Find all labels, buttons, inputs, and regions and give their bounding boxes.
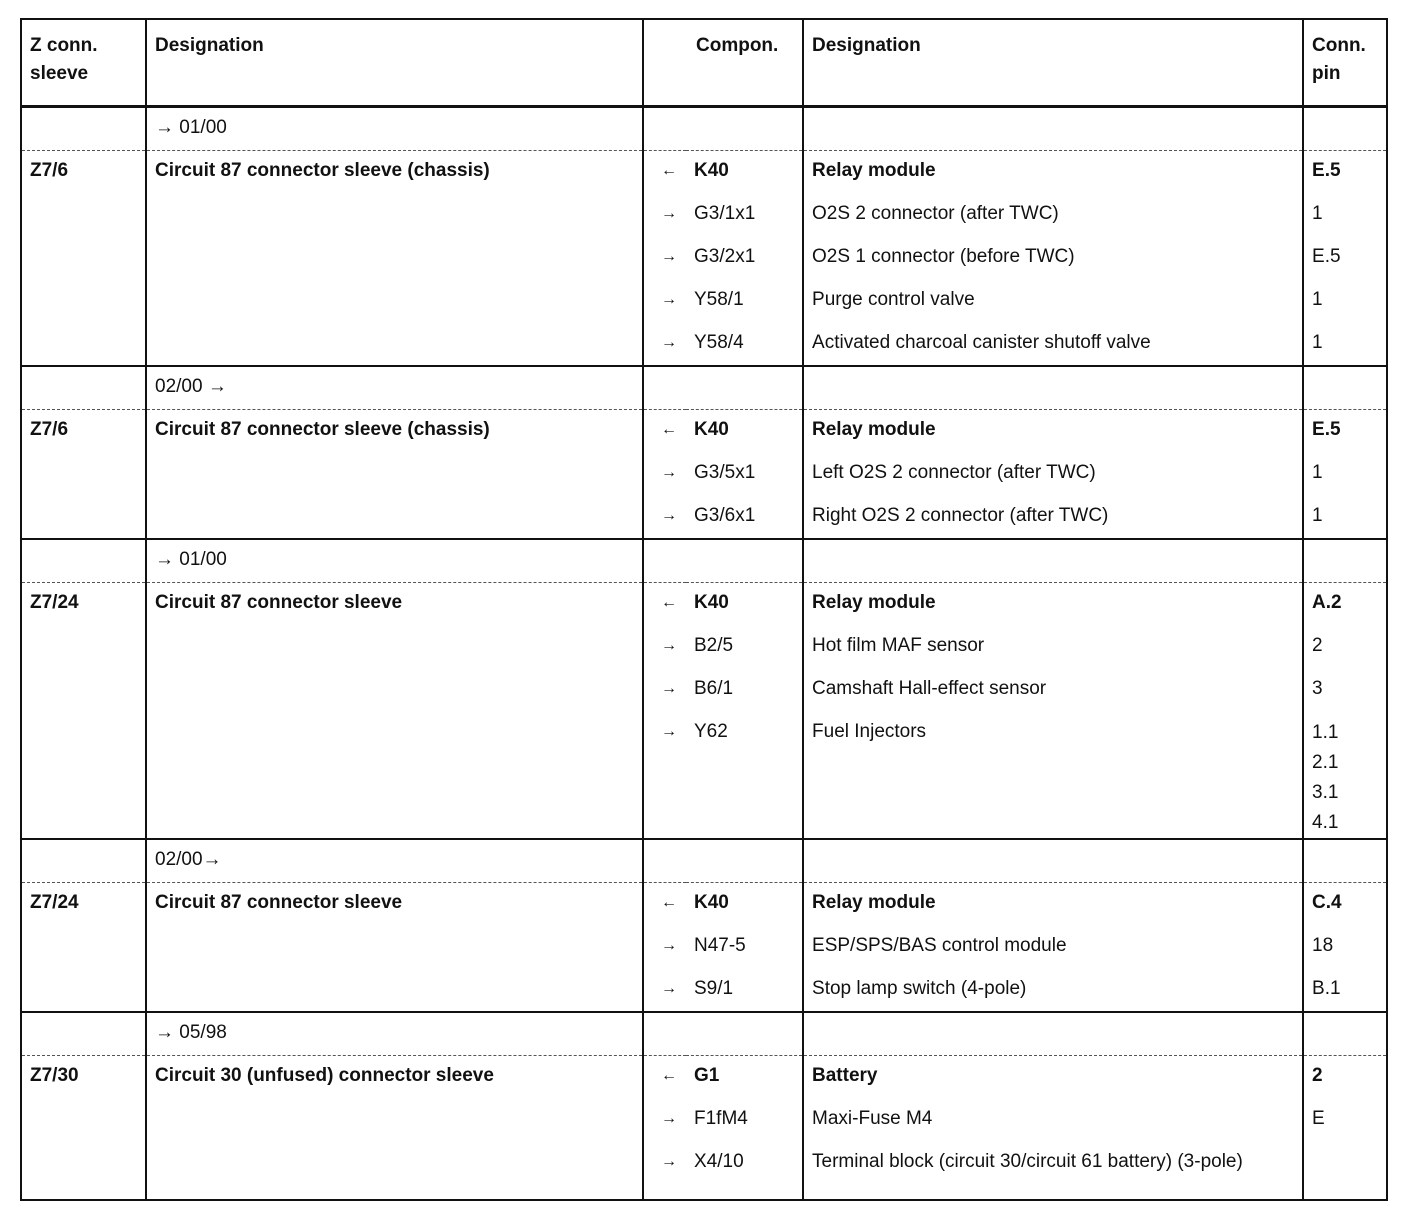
sleeve-designation [146,453,643,496]
sleeve-id: Z7/6 [21,151,146,194]
direction-arrow: → [643,1099,686,1142]
date-pin-cell [1303,366,1387,410]
conn-pin-value: 3.1 [1312,781,1339,803]
sleeve-id: Z7/24 [21,883,146,926]
component-code: N47-5 [686,926,803,969]
component-designation: Left O2S 2 connector (after TWC) [803,453,1303,496]
sleeve-designation [146,496,643,539]
date-arrow-cell [643,1012,686,1056]
component-code: K40 [686,151,803,194]
sleeve-designation [146,1142,643,1200]
date-pin-cell [1303,839,1387,883]
conn-pin: 1 [1303,496,1387,539]
sleeve-id [21,323,146,366]
conn-pin: 18 [1303,926,1387,969]
sleeve-id [21,712,146,839]
sleeve-id [21,194,146,237]
sleeve-designation [146,280,643,323]
table-row [21,151,1387,194]
sleeve-id: Z7/24 [21,583,146,626]
direction-arrow: → [643,496,686,539]
table-row [21,926,1387,969]
conn-pin: 1 [1303,194,1387,237]
header-designation: Designation [146,19,643,107]
conn-pin-value: 1.1 [1312,721,1339,743]
date-sleeve-cell [21,366,146,410]
table-row [21,712,1387,839]
table-row [21,453,1387,496]
component-code: K40 [686,583,803,626]
table-row [21,496,1387,539]
date-label: 02/00 → [146,366,643,410]
component-code: Y62 [686,712,803,839]
sleeve-designation: Circuit 87 connector sleeve [146,583,643,626]
date-component-cell [686,539,803,583]
date-pin-cell [1303,539,1387,583]
direction-arrow: ← [643,883,686,926]
component-code: G3/1x1 [686,194,803,237]
conn-pin: E.5 [1303,151,1387,194]
conn-pin: 1 [1303,453,1387,496]
table-row [21,410,1387,453]
sleeve-designation: Circuit 87 connector sleeve [146,883,643,926]
component-designation: Relay module [803,583,1303,626]
direction-arrow: → [643,323,686,366]
date-label: → 05/98 [146,1012,643,1056]
sleeve-id [21,453,146,496]
sleeve-designation [146,237,643,280]
table-row [21,626,1387,669]
table-row [21,1056,1387,1099]
conn-pin-value: 4.1 [1312,811,1339,833]
date-row [21,366,1387,410]
conn-pin: E.5 [1303,237,1387,280]
component-designation: ESP/SPS/BAS control module [803,926,1303,969]
sleeve-id [21,237,146,280]
table-row [21,280,1387,323]
direction-arrow: → [643,626,686,669]
direction-arrow: ← [643,151,686,194]
date-label: → 01/00 [146,539,643,583]
sleeve-designation [146,194,643,237]
sleeve-designation [146,323,643,366]
conn-pin: A.2 [1303,583,1387,626]
sleeve-designation [146,626,643,669]
table-row [21,669,1387,712]
table-row [21,194,1387,237]
date-designation-cell [803,366,1303,410]
component-code: F1fM4 [686,1099,803,1142]
conn-pin: B.1 [1303,969,1387,1012]
sleeve-designation: Circuit 87 connector sleeve (chassis) [146,410,643,453]
table-row [21,583,1387,626]
conn-pin: C.4 [1303,883,1387,926]
date-designation-cell [803,839,1303,883]
date-row [21,839,1387,883]
conn-pin: E.5 [1303,410,1387,453]
component-code: B6/1 [686,669,803,712]
component-designation: O2S 2 connector (after TWC) [803,194,1303,237]
sleeve-id [21,969,146,1012]
connector-sleeve-table [20,18,1388,1201]
date-label: → 01/00 [146,107,643,151]
conn-pin: 2 [1303,1056,1387,1099]
sleeve-id [21,280,146,323]
sleeve-designation: Circuit 87 connector sleeve (chassis) [146,151,643,194]
direction-arrow: → [643,194,686,237]
component-designation: Hot film MAF sensor [803,626,1303,669]
component-designation: O2S 1 connector (before TWC) [803,237,1303,280]
date-sleeve-cell [21,539,146,583]
sleeve-designation [146,926,643,969]
component-code: S9/1 [686,969,803,1012]
date-pin-cell [1303,107,1387,151]
date-component-cell [686,107,803,151]
date-arrow-cell [643,366,686,410]
conn-pin: 1 [1303,280,1387,323]
sleeve-id [21,626,146,669]
direction-arrow: ← [643,1056,686,1099]
component-designation: Battery [803,1056,1303,1099]
conn-pin [1303,1142,1387,1200]
direction-arrow: → [643,453,686,496]
component-designation: Right O2S 2 connector (after TWC) [803,496,1303,539]
component-code: Y58/4 [686,323,803,366]
date-designation-cell [803,1012,1303,1056]
table-row [21,1099,1387,1142]
conn-pin: 2 [1303,626,1387,669]
sleeve-designation: Circuit 30 (unfused) connector sleeve [146,1056,643,1099]
component-code: K40 [686,410,803,453]
direction-arrow: → [643,969,686,1012]
direction-arrow: → [643,712,686,839]
sleeve-id [21,496,146,539]
header-component: Compon. [643,19,803,107]
conn-pin: 1 [1303,323,1387,366]
date-component-cell [686,366,803,410]
date-designation-cell [803,107,1303,151]
header-conn-pin: Conn. pin [1303,19,1387,107]
date-arrow-cell [643,107,686,151]
sleeve-designation [146,712,643,839]
component-code: G3/5x1 [686,453,803,496]
date-component-cell [686,839,803,883]
date-row [21,107,1387,151]
component-designation: Activated charcoal canister shutoff valve [803,323,1303,366]
date-designation-cell [803,539,1303,583]
connector-sleeve-table-sheet [20,18,1386,1201]
component-code: Y58/1 [686,280,803,323]
component-designation: Fuel Injectors [803,712,1303,839]
header-z-conn-sleeve: Z conn. sleeve [21,19,146,107]
table-row [21,237,1387,280]
conn-pin-value: 2.1 [1312,751,1339,773]
table-row [21,323,1387,366]
sleeve-id: Z7/30 [21,1056,146,1099]
direction-arrow: → [643,669,686,712]
component-designation: Relay module [803,410,1303,453]
sleeve-designation [146,1099,643,1142]
header-component-designation: Designation [803,19,1303,107]
direction-arrow: → [643,1142,686,1200]
direction-arrow: → [643,926,686,969]
date-sleeve-cell [21,107,146,151]
sleeve-id [21,926,146,969]
table-row [21,883,1387,926]
date-row [21,1012,1387,1056]
component-designation: Relay module [803,883,1303,926]
table-row [21,1142,1387,1200]
sleeve-designation [146,969,643,1012]
date-arrow-cell [643,839,686,883]
sleeve-id [21,669,146,712]
component-designation: Stop lamp switch (4-pole) [803,969,1303,1012]
sleeve-id [21,1099,146,1142]
conn-pin [1303,712,1387,839]
date-arrow-cell [643,539,686,583]
date-sleeve-cell [21,839,146,883]
sleeve-id: Z7/6 [21,410,146,453]
table-row [21,969,1387,1012]
sleeve-designation [146,669,643,712]
header-row [21,19,1387,107]
date-label: 02/00→ [146,839,643,883]
table-body [21,107,1387,1200]
conn-pin: E [1303,1099,1387,1142]
component-code: G3/2x1 [686,237,803,280]
component-code: B2/5 [686,626,803,669]
component-code: X4/10 [686,1142,803,1200]
date-pin-cell [1303,1012,1387,1056]
component-designation: Relay module [803,151,1303,194]
component-designation: Purge control valve [803,280,1303,323]
component-designation: Camshaft Hall-effect sensor [803,669,1303,712]
component-code: G3/6x1 [686,496,803,539]
conn-pin: 3 [1303,669,1387,712]
date-sleeve-cell [21,1012,146,1056]
direction-arrow: ← [643,583,686,626]
component-designation: Terminal block (circuit 30/circuit 61 battery) (3-pole) [803,1142,1303,1200]
direction-arrow: → [643,280,686,323]
sleeve-id [21,1142,146,1200]
component-code: K40 [686,883,803,926]
direction-arrow: ← [643,410,686,453]
date-row [21,539,1387,583]
component-code: G1 [686,1056,803,1099]
component-designation: Maxi-Fuse M4 [803,1099,1303,1142]
date-component-cell [686,1012,803,1056]
direction-arrow: → [643,237,686,280]
